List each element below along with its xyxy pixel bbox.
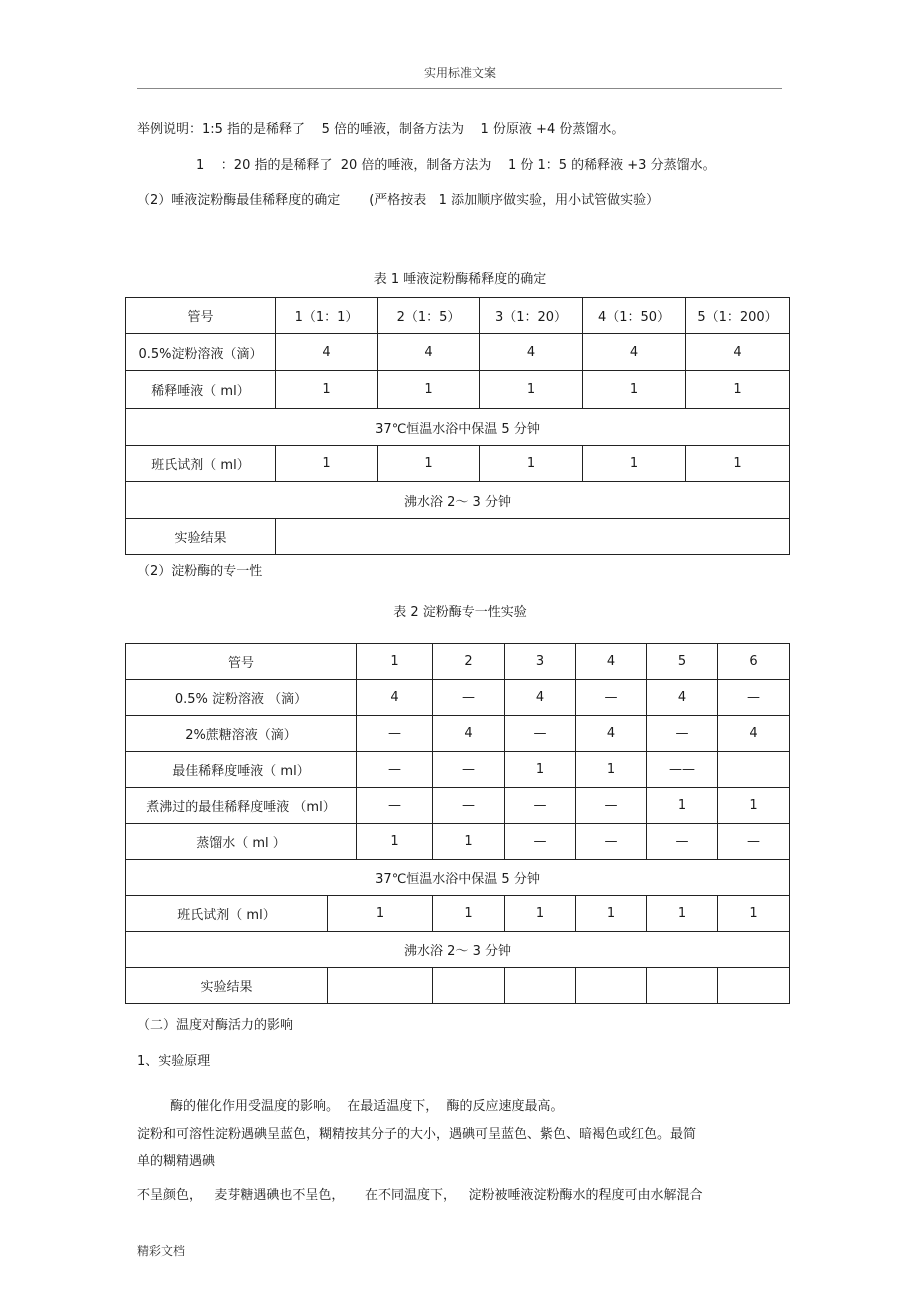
principle-paragraph-1: 酶的催化作用受温度的影响。 在最适温度下， 酶的反应速度最高。: [170, 1099, 564, 1114]
table2-cell: 1: [357, 824, 433, 860]
intro-line-3: （2）唾液淀粉酶最佳稀释度的确定 (严格按表 1 添加顺序做实验，用小试管做实验）: [137, 193, 660, 208]
table1-cell: 4（1：50）: [583, 298, 686, 334]
table2-cell: ——: [647, 752, 718, 788]
table2-cell: 4: [647, 680, 718, 716]
table2-cell: —: [647, 824, 718, 860]
table1-cell: 1（1：1）: [276, 298, 378, 334]
table1-cell: 1: [276, 371, 378, 409]
table2-cell: [576, 968, 647, 1004]
table1-cell: 1: [480, 371, 583, 409]
table2-cell: 4: [576, 716, 647, 752]
intro-line-1: 举例说明：1:5 指的是稀释了 5 倍的唾液，制备方法为 1 份原液 +4 份蒸馏水。: [137, 122, 625, 137]
table2-cell: 1: [576, 896, 647, 932]
table2-cell: —: [433, 680, 505, 716]
table2-cell: —: [433, 788, 505, 824]
table2-cell: [433, 968, 505, 1004]
principle-heading: 1、实验原理: [137, 1054, 211, 1069]
table2-cell: 0.5% 淀粉溶液 （滴）: [126, 680, 357, 716]
table2-cell: 1: [718, 788, 790, 824]
table2-cell: 1: [433, 824, 505, 860]
table1-cell: 1: [583, 371, 686, 409]
table2-row-reagent: [126, 896, 790, 932]
table1-row-starch: [126, 334, 790, 371]
table2: [125, 643, 790, 1004]
table2-cell: 6: [718, 644, 790, 680]
page-footer: 精彩文档: [137, 1244, 186, 1258]
principle-paragraph-2: 淀粉和可溶性淀粉遇碘呈蓝色，糊精按其分子的大小，遇碘可呈蓝色、紫色、暗褐色或红色。最简: [137, 1127, 697, 1142]
table1-cell: 1: [686, 371, 790, 409]
table2-cell: —: [505, 824, 576, 860]
table2-merged-cell: 37℃恒温水浴中保温 5 分钟: [126, 860, 790, 896]
table1-cell: 0.5%淀粉溶液（滴）: [126, 334, 276, 371]
table2-merged-cell: 沸水浴 2～ 3 分钟: [126, 932, 790, 968]
table2-cell: 1: [357, 644, 433, 680]
table1-cell: 4: [583, 334, 686, 371]
table2-cell: [647, 968, 718, 1004]
table2-cell: [718, 968, 790, 1004]
table2-cell: 1: [505, 752, 576, 788]
header-rule: [137, 88, 782, 89]
table1-cell: 2（1：5）: [378, 298, 480, 334]
principle-paragraph-4: 不呈颜色， 麦芽糖遇碘也不呈色， 在不同温度下， 淀粉被唾液淀粉酶水的程度可由水解混合: [137, 1188, 703, 1203]
table2-cell: 1: [647, 896, 718, 932]
table1-header-row: [126, 298, 790, 334]
table2-cell: —: [433, 752, 505, 788]
page-header-title: 实用标准文案: [423, 66, 496, 80]
table2-cell: 4: [576, 644, 647, 680]
table2-cell: 管号: [126, 644, 357, 680]
table1-cell: 4: [276, 334, 378, 371]
table1-cell: 4: [686, 334, 790, 371]
table2-cell: 1: [718, 896, 790, 932]
table2-cell: 1: [576, 752, 647, 788]
table2-cell: —: [718, 824, 790, 860]
table2-cell: 蒸馏水（ ml ）: [126, 824, 357, 860]
table1-cell: 1: [276, 446, 378, 482]
table1-cell: 班氏试剂（ ml）: [126, 446, 276, 482]
table1-cell: 管号: [126, 298, 276, 334]
table2-cell: —: [357, 716, 433, 752]
table1: [125, 297, 790, 555]
table2-cell: 班氏试剂（ ml）: [126, 896, 328, 932]
table2-row-sucrose: [126, 716, 790, 752]
table2-row-boil: [126, 932, 790, 968]
table1-cell: 4: [480, 334, 583, 371]
table2-cell: [718, 752, 790, 788]
table1-row-result: [126, 519, 790, 555]
table2-cell: 2%蔗糖溶液（滴）: [126, 716, 357, 752]
table2-cell: 最佳稀释度唾液（ ml）: [126, 752, 357, 788]
table2-caption: 表 2 淀粉酶专一性实验: [393, 605, 527, 620]
table2-cell: 1: [505, 896, 576, 932]
table2-cell: 3: [505, 644, 576, 680]
table2-cell: 4: [718, 716, 790, 752]
table2-cell: 1: [433, 896, 505, 932]
table1-row-saliva: [126, 371, 790, 409]
table1-cell: 5（1：200）: [686, 298, 790, 334]
table1-row-boil: [126, 482, 790, 519]
table1-row-incubate: [126, 409, 790, 446]
principle-paragraph-3: 单的糊精遇碘: [137, 1154, 216, 1169]
table2-cell: —: [718, 680, 790, 716]
table1-row-reagent: [126, 446, 790, 482]
table1-caption: 表 1 唾液淀粉酶稀释度的确定: [373, 272, 547, 287]
table2-cell: [328, 968, 433, 1004]
table1-result-cell: [276, 519, 790, 555]
table2-row-starch: [126, 680, 790, 716]
table1-cell: 稀释唾液（ ml）: [126, 371, 276, 409]
table2-cell: 5: [647, 644, 718, 680]
intro-line-2: 1 ：20 指的是稀释了 20 倍的唾液，制备方法为 1 份 1：5 的稀释液 +3 分蒸馏水。: [196, 158, 716, 173]
table2-cell: —: [576, 788, 647, 824]
table2-header-row: [126, 644, 790, 680]
table2-cell: —: [505, 716, 576, 752]
table2-cell: 1: [328, 896, 433, 932]
table2-cell: 4: [433, 716, 505, 752]
table2-row-result: [126, 968, 790, 1004]
table1-cell: 1: [378, 371, 480, 409]
table2-row-water: [126, 824, 790, 860]
table2-cell: —: [576, 824, 647, 860]
table2-cell: —: [357, 788, 433, 824]
table2-cell: [505, 968, 576, 1004]
table2-cell: —: [357, 752, 433, 788]
table1-cell: 1: [583, 446, 686, 482]
table2-cell: —: [505, 788, 576, 824]
table1-cell: 实验结果: [126, 519, 276, 555]
table2-cell: 2: [433, 644, 505, 680]
section-temperature-heading: （二）温度对酶活力的影响: [137, 1018, 294, 1033]
table2-cell: 煮沸过的最佳稀释度唾液 （ml）: [126, 788, 357, 824]
section-specificity-heading: （2）淀粉酶的专一性: [137, 564, 263, 579]
table2-row-best-saliva: [126, 752, 790, 788]
table1-merged-cell: 37℃恒温水浴中保温 5 分钟: [126, 409, 790, 446]
table1-cell: 1: [686, 446, 790, 482]
table1-cell: 1: [378, 446, 480, 482]
table1-cell: 4: [378, 334, 480, 371]
table2-cell: 1: [647, 788, 718, 824]
table1-cell: 3（1：20）: [480, 298, 583, 334]
table2-cell: —: [647, 716, 718, 752]
table2-cell: —: [576, 680, 647, 716]
table2-row-incubate: [126, 860, 790, 896]
table2-cell: 4: [505, 680, 576, 716]
table1-merged-cell: 沸水浴 2～ 3 分钟: [126, 482, 790, 519]
table2-cell: 4: [357, 680, 433, 716]
table2-row-boiled-saliva: [126, 788, 790, 824]
table1-cell: 1: [480, 446, 583, 482]
table2-cell: 实验结果: [126, 968, 328, 1004]
